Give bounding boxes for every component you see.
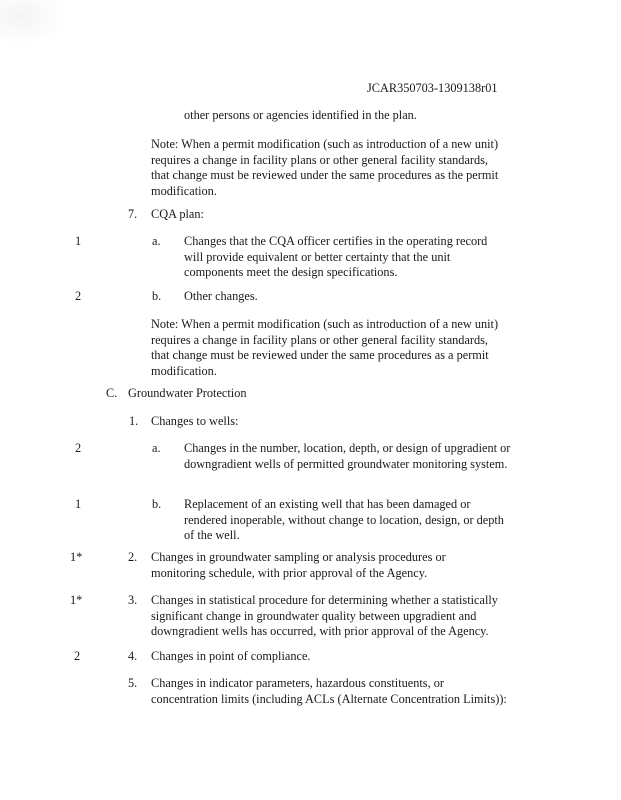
item-letter: b.: [152, 289, 162, 303]
continuation-text: other persons or agencies identified in the plan.: [184, 108, 417, 122]
item-heading: CQA plan:: [151, 207, 204, 221]
item-number: 5.: [128, 676, 138, 690]
document-id: JCAR350703-1309138r01: [367, 81, 498, 95]
item-text: Replacement of an existing well that has been damaged or rendered inoperable, without change to location, design, or depth of the well.: [184, 497, 504, 542]
item-letter: b.: [152, 497, 162, 511]
item-letter: a.: [152, 441, 161, 455]
class-label: 2: [75, 289, 82, 303]
item-heading: Changes to wells:: [151, 414, 239, 428]
class-label: 1: [75, 497, 82, 511]
item-letter: a.: [152, 234, 161, 248]
class-label: 1: [75, 234, 82, 248]
item-number: 7.: [128, 207, 138, 221]
scan-artifact: [0, 0, 70, 46]
note-paragraph: Note: When a permit modification (such as introduction of a new unit) requires a change in facility plans or other general facility standards, that change must be reviewed under the same procedures as a permit modification.: [151, 317, 499, 378]
item-text: Changes in groundwater sampling or analysis procedures or monitoring schedule, with prior approval of the Agency.: [151, 550, 446, 580]
class-label: 2: [74, 649, 81, 663]
item-text: Changes in the number, location, depth, or design of upgradient or downgradient wells of permitted groundwater monitoring system.: [184, 441, 511, 471]
note-paragraph: Note: When a permit modification (such as introduction of a new unit) requires a change in facility plans or other general facility standards, that change must be reviewed under the same procedures as the permit modification.: [151, 137, 499, 198]
item-number: 1.: [129, 414, 139, 428]
item-number: 4.: [128, 649, 138, 663]
section-letter: C.: [106, 386, 118, 400]
item-text: Changes that the CQA officer certifies in the operating record will provide equivalent or better certainty that the unit components meet the design specifications.: [184, 234, 488, 279]
item-number: 2.: [128, 550, 138, 564]
item-number: 3.: [128, 593, 138, 607]
class-label: 1*: [70, 550, 83, 564]
item-text: Changes in indicator parameters, hazardous constituents, or concentration limits (including ACLs (Alternate Concentration Limits)):: [151, 676, 507, 706]
section-title: Groundwater Protection: [128, 386, 247, 400]
class-label: 2: [75, 441, 82, 455]
item-text: Other changes.: [184, 289, 258, 303]
item-text: Changes in point of compliance.: [151, 649, 311, 663]
item-text: Changes in statistical procedure for determining whether a statistically significant change in groundwater quality between upgradient and downgradient wells has occurred, with prior approval of the Agency.: [151, 593, 498, 638]
class-label: 1*: [70, 593, 83, 607]
